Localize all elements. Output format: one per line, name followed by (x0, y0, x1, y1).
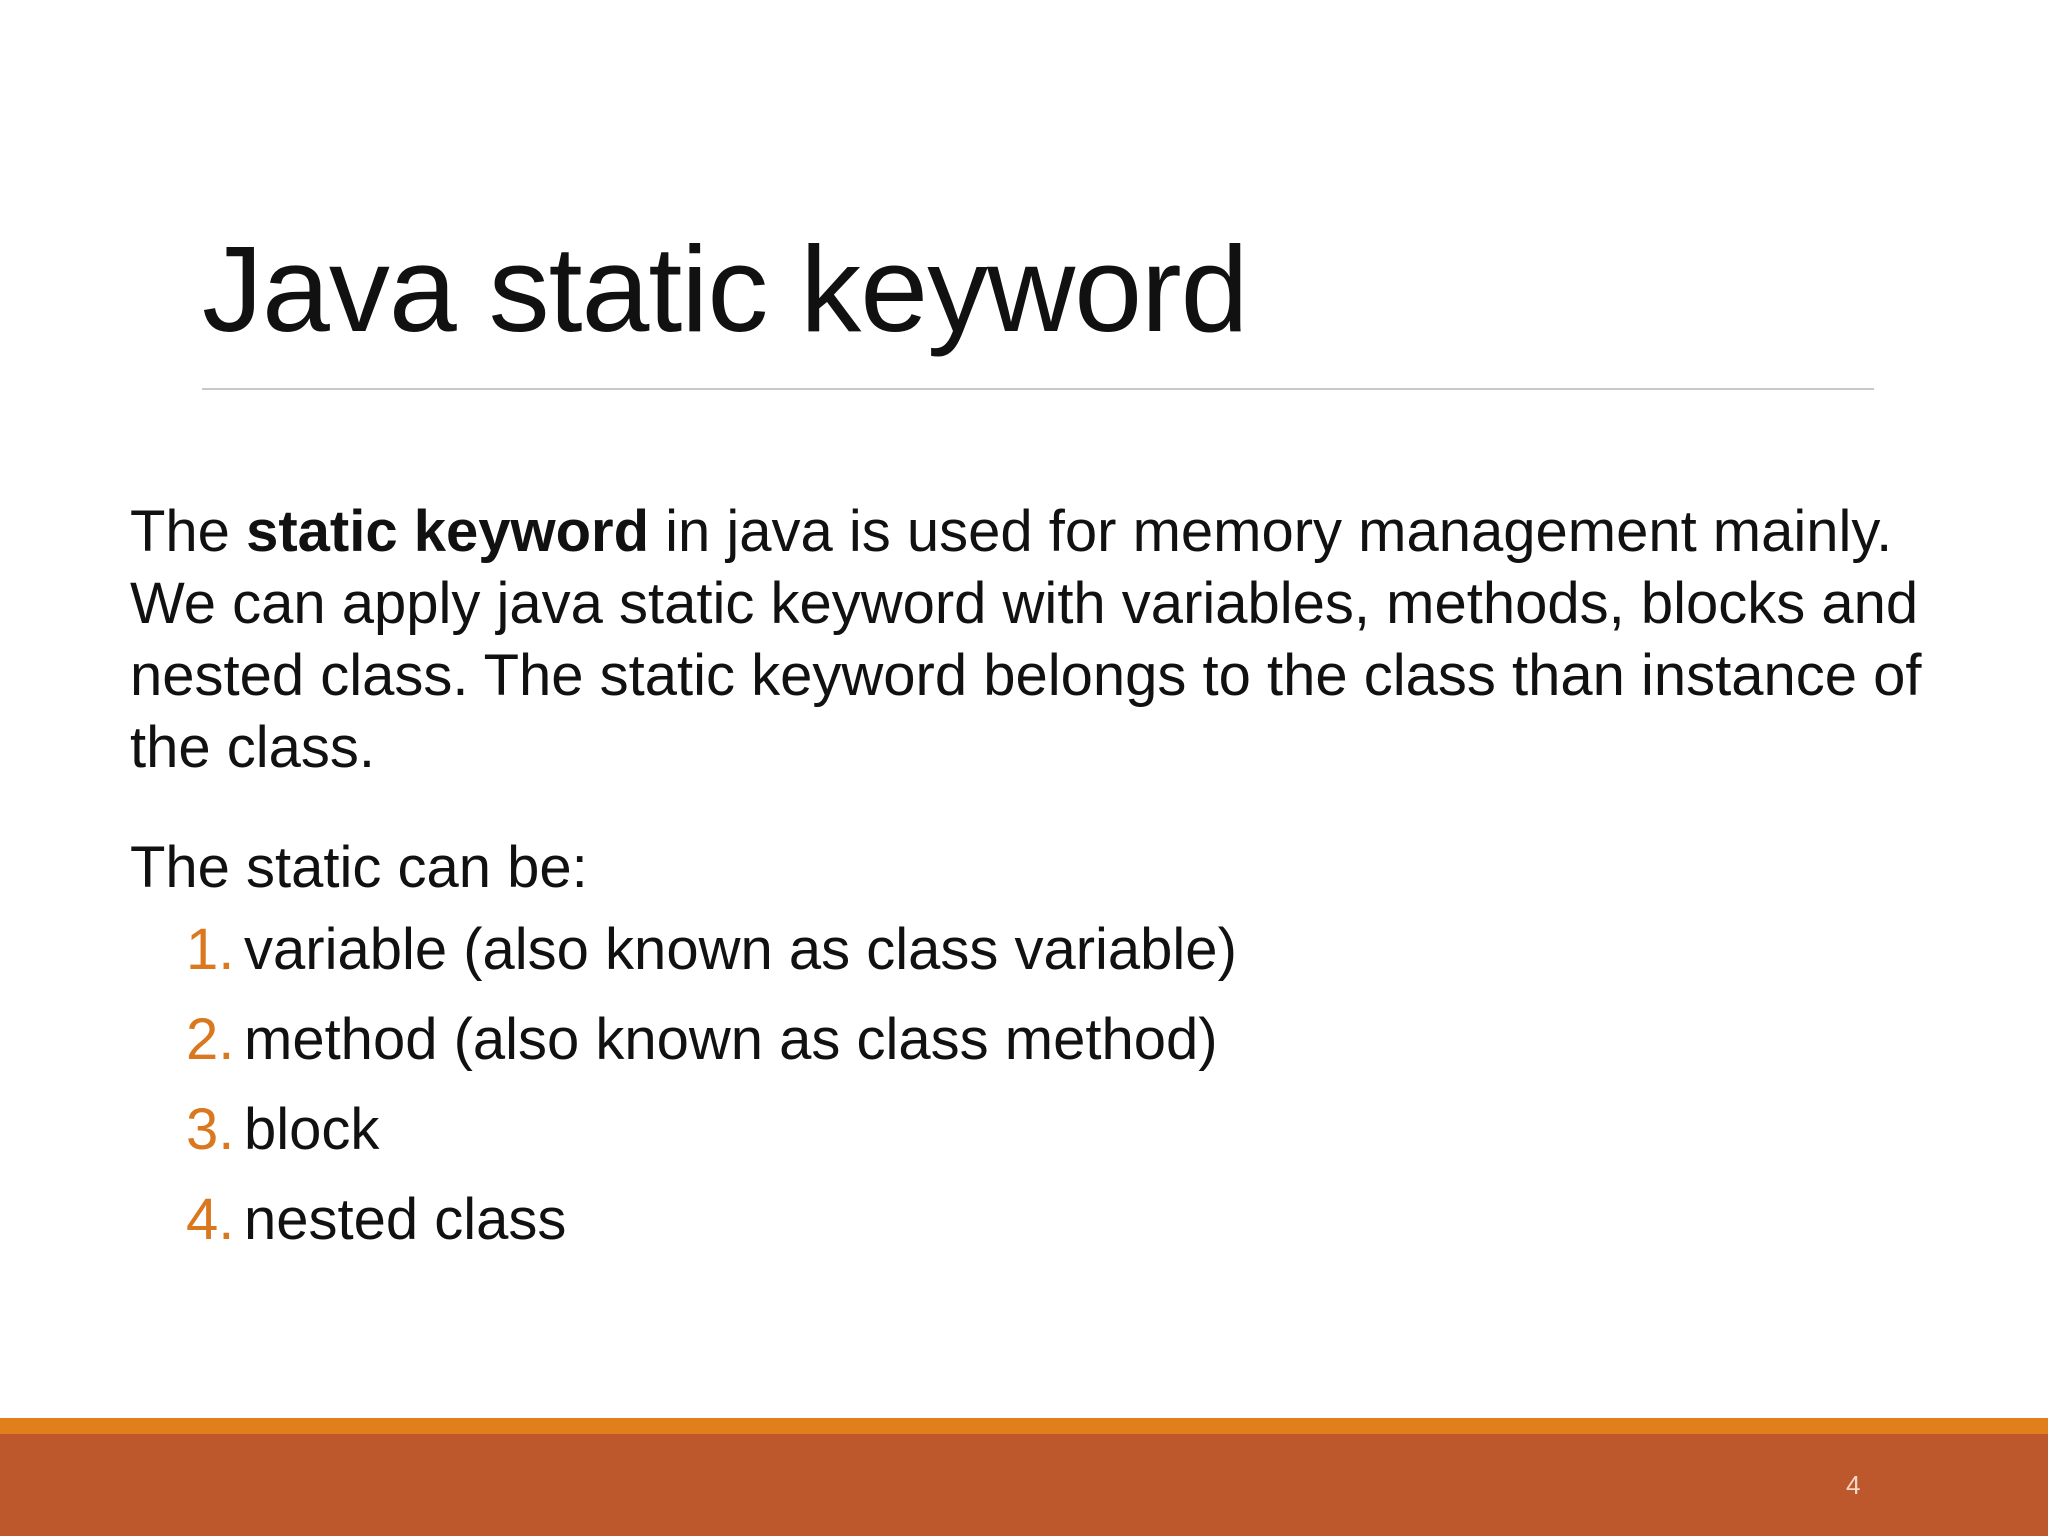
list-text: block (244, 1097, 380, 1162)
list-text: nested class (244, 1187, 567, 1252)
list-number: 4. (186, 1187, 235, 1252)
slide-title: Java static keyword (202, 221, 1248, 357)
intro-prefix: The (130, 499, 247, 564)
lead-text: The static can be: (130, 835, 588, 900)
list-text: method (also known as class method) (244, 1007, 1218, 1072)
slide-number: 4 (1846, 1470, 1861, 1500)
list-number: 1. (186, 917, 235, 982)
list-text: variable (also known as class variable) (244, 917, 1237, 982)
static-types-list (186, 914, 1237, 1274)
list-item (186, 1004, 1237, 1094)
list-item (186, 1184, 1237, 1274)
list-number: 3. (186, 1097, 235, 1162)
intro-suffix: in java is used for memory management mainly. We can apply java static keyword with variables, methods, blocks and nested class. The static keyword belongs to the class than instance of the class. (130, 499, 1922, 780)
intro-bold: static keyword (246, 499, 650, 564)
footer-bar (0, 1434, 2048, 1536)
list-item (186, 1094, 1237, 1184)
body-text (130, 496, 1950, 784)
footer-accent-bar (0, 1418, 2048, 1434)
list-number: 2. (186, 1007, 235, 1072)
title-divider (202, 388, 1874, 390)
intro-paragraph (130, 496, 1950, 784)
list-item (186, 914, 1237, 1004)
